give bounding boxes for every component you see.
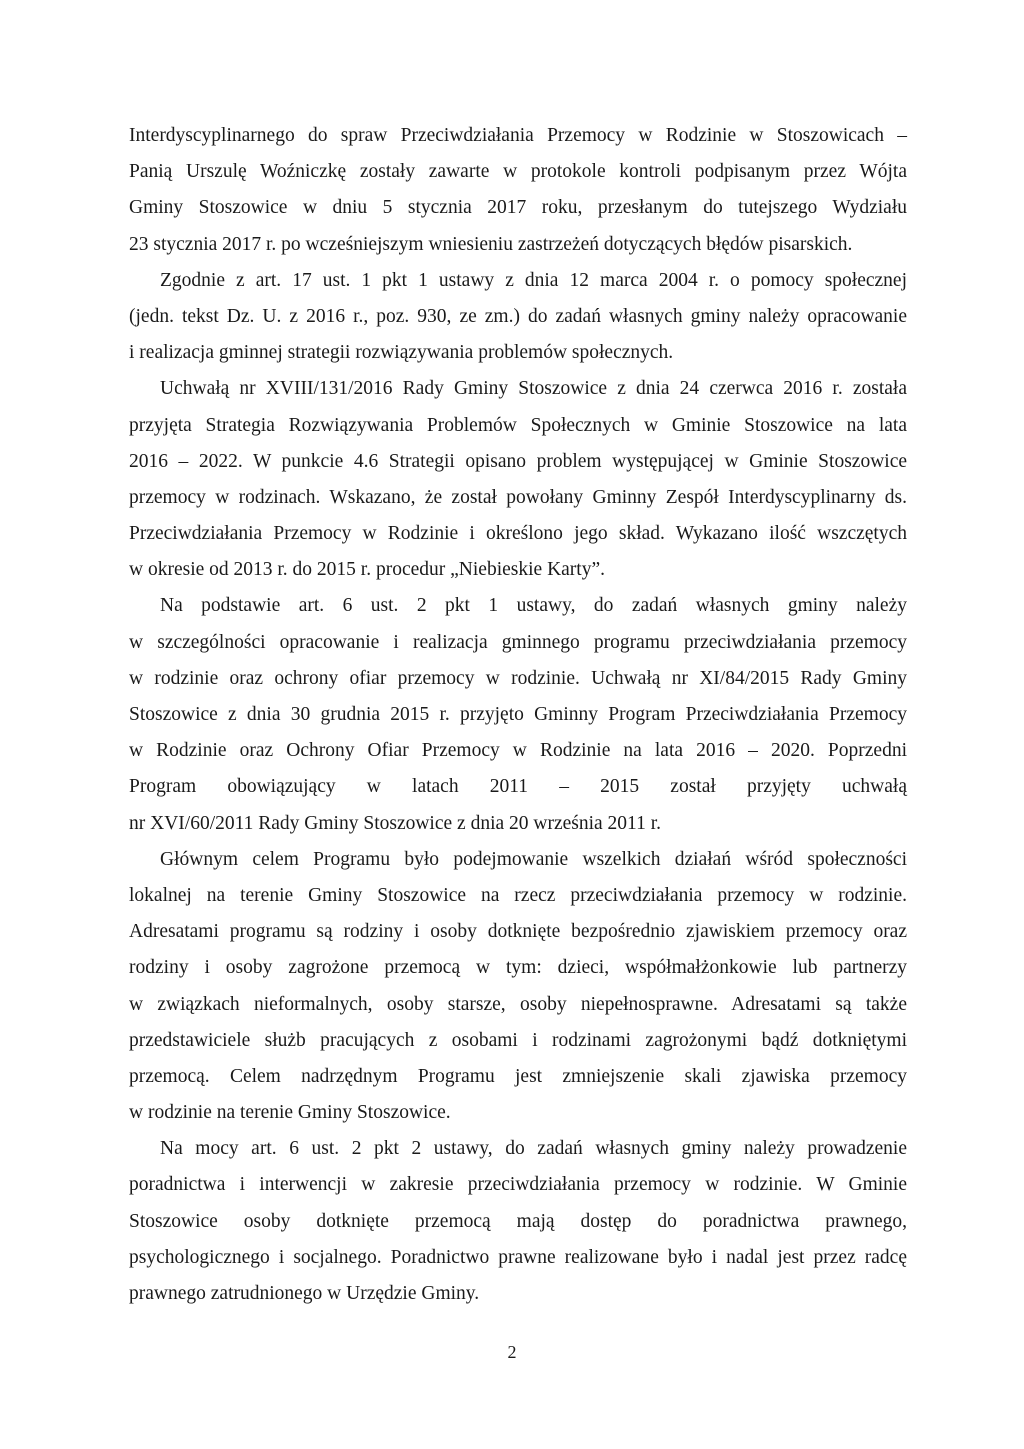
document-body	[129, 118, 907, 1312]
text-line: Gminy Stoszowice w dniu 5 stycznia 2017 roku, przesłanym do tutejszego Wydziału	[129, 197, 907, 219]
text-line: Program obowiązujący w latach 2011 – 2015 został przyjęty uchwałą	[129, 776, 907, 798]
text-line: Zgodnie z art. 17 ust. 1 pkt 1 ustawy z dnia 12 marca 2004 r. o pomocy społecznej	[160, 269, 907, 291]
text-line: Głównym celem Programu było podejmowanie wszelkich działań wśród społeczności	[160, 848, 907, 870]
text-line: prawnego zatrudnionego w Urzędzie Gminy.	[129, 1283, 480, 1304]
text-line: Stoszowice z dnia 30 grudnia 2015 r. przyjęto Gminny Program Przeciwdziałania Przemocy	[129, 704, 907, 725]
text-line: 23 stycznia 2017 r. po wcześniejszym wniesieniu zastrzeżeń dotyczących błędów pisarskich.	[129, 233, 853, 255]
text-line: w rodzinie oraz ochrony ofiar przemocy w rodzinie. Uchwałą nr XI/84/2015 Rady Gminy	[129, 667, 907, 689]
text-line: poradnictwa i interwencji w zakresie przeciwdziałania przemocy w rodzinie. W Gminie	[129, 1174, 907, 1196]
text-line: Interdyscyplinarnego do spraw Przeciwdziałania Przemocy w Rodzinie w Stoszowicach –	[129, 125, 907, 146]
text-line: Adresatami programu są rodziny i osoby dotknięte bezpośrednio zjawiskiem przemocy oraz	[129, 921, 907, 943]
text-line: w rodzinie na terenie Gminy Stoszowice.	[129, 1102, 451, 1124]
text-line: Uchwałą nr XVIII/131/2016 Rady Gminy Stoszowice z dnia 24 czerwca 2016 r. została	[160, 378, 907, 400]
text-line: przemocą. Celem nadrzędnym Programu jest zmniejszenie skali zjawiska przemocy	[129, 1065, 907, 1087]
paragraph-strategy	[129, 371, 907, 588]
text-line: przedstawiciele służb pracujących z osobami i rodzinami zagrożonymi bądź dotkniętymi	[129, 1029, 907, 1051]
paragraph-legal-basis	[129, 263, 907, 372]
text-line: (jedn. tekst Dz. U. z 2016 r., poz. 930, ze zm.) do zadań własnych gminy należy opracowanie	[129, 305, 907, 327]
paragraph-counseling	[129, 1131, 907, 1312]
paragraph-program	[129, 588, 907, 841]
paragraph-goal	[129, 842, 907, 1132]
text-line: rodziny i osoby zagrożone przemocą w tym: dzieci, współmałżonkowie lub partnerzy	[129, 957, 907, 979]
text-line: Stoszowice osoby dotknięte przemocą mają dostęp do poradnictwa prawnego,	[129, 1210, 907, 1232]
text-line: Na mocy art. 6 ust. 2 pkt 2 ustawy, do zadań własnych gminy należy prowadzenie	[160, 1138, 907, 1160]
text-line: Przeciwdziałania Przemocy w Rodzinie i określono jego skład. Wykazano ilość wszczętych	[129, 523, 907, 545]
text-line: w Rodzinie oraz Ochrony Ofiar Przemocy w Rodzinie na lata 2016 – 2020. Poprzedni	[129, 740, 907, 762]
text-line: lokalnej na terenie Gminy Stoszowice na rzecz przeciwdziałania przemocy w rodzinie.	[129, 884, 907, 906]
page-number: 2	[507, 1342, 517, 1362]
paragraph-continuation	[129, 118, 907, 263]
text-line: w okresie od 2013 r. do 2015 r. procedur „Niebieskie Karty”.	[129, 559, 605, 581]
text-line: w związkach nieformalnych, osoby starsze, osoby niepełnosprawne. Adresatami są także	[129, 993, 907, 1015]
text-line: Panią Urszulę Woźniczkę zostały zawarte w protokole kontroli podpisanym przez Wójta	[129, 161, 907, 183]
text-line: psychologicznego i socjalnego. Poradnictwo prawne realizowane było i nadal jest przez radcę	[129, 1246, 907, 1268]
text-line: nr XVI/60/2011 Rady Gminy Stoszowice z dnia 20 września 2011 r.	[129, 812, 662, 834]
text-line: przyjęta Strategia Rozwiązywania Problemów Społecznych w Gminie Stoszowice na lata	[129, 414, 907, 436]
text-line: przemocy w rodzinach. Wskazano, że został powołany Gminny Zespół Interdyscyplinarny ds.	[129, 486, 907, 508]
text-line: w szczególności opracowanie i realizacja gminnego programu przeciwdziałania przemocy	[129, 631, 907, 653]
text-line: 2016 – 2022. W punkcie 4.6 Strategii opisano problem występującej w Gminie Stoszowice	[129, 450, 907, 472]
text-line: i realizacja gminnej strategii rozwiązywania problemów społecznych.	[129, 342, 674, 364]
text-line: Na podstawie art. 6 ust. 2 pkt 1 ustawy, do zadań własnych gminy należy	[160, 595, 907, 617]
